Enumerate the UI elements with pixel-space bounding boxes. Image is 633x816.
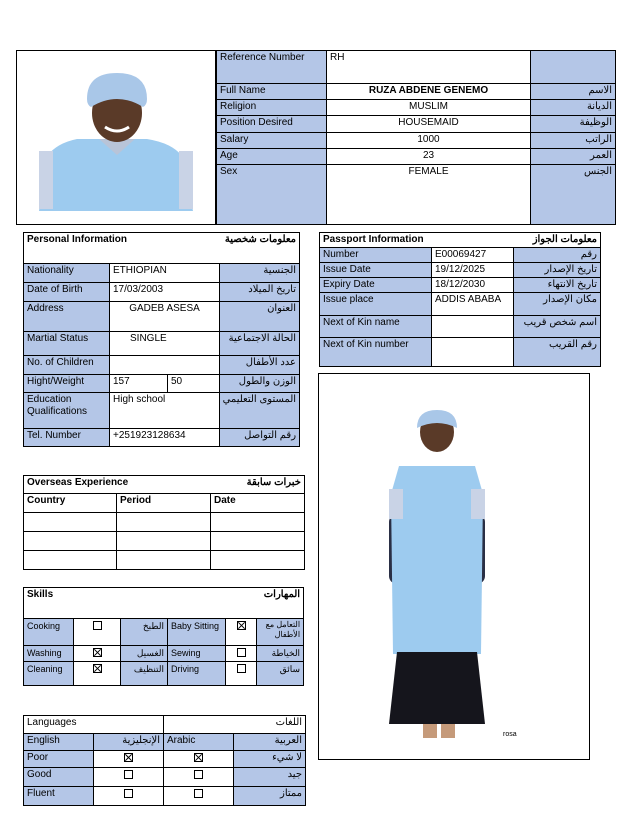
issue-date-label: Issue Date	[320, 263, 432, 278]
languages-title: Languages	[24, 716, 164, 734]
age-label: Age	[217, 149, 327, 165]
religion-label: Religion	[217, 100, 327, 116]
checkbox-icon	[124, 753, 133, 762]
skill-cooking-label: Cooking	[24, 619, 74, 646]
overseas-col-period: Period	[117, 494, 211, 513]
salary-label: Salary	[217, 133, 327, 149]
expiry-date-label: Expiry Date	[320, 278, 432, 293]
personal-info-title-ar: معلومات شخصية	[224, 234, 297, 245]
skill-sewing-ar: الخياطة	[257, 646, 304, 662]
skills-header	[24, 588, 304, 619]
kin-number-ar: رقم القريب	[514, 338, 601, 367]
english-fluent-check[interactable]	[94, 787, 164, 806]
checkbox-icon	[93, 664, 102, 673]
tel-value: +251923128634	[110, 429, 220, 447]
reference-label: Reference Number	[217, 51, 327, 84]
kin-name-value	[432, 316, 514, 338]
age-value: 23	[327, 149, 531, 165]
level-good-ar: جيد	[234, 768, 306, 787]
lang-english-ar: الإنجليزية	[94, 734, 164, 751]
marital-label: Martial Status	[24, 332, 110, 356]
nationality-label: Nationality	[24, 264, 110, 283]
position-label: Position Desired	[217, 116, 327, 133]
issue-date-value: 19/12/2025	[432, 263, 514, 278]
full-body-photo-frame	[318, 373, 590, 760]
arabic-poor-check[interactable]	[164, 751, 234, 768]
issue-place-label: Issue place	[320, 293, 432, 316]
checkbox-icon	[194, 770, 203, 779]
photo-caption: rosa	[503, 731, 517, 738]
skill-washing-check[interactable]	[74, 646, 121, 662]
reference-ar	[531, 51, 616, 84]
education-value: High school	[110, 393, 220, 429]
full-name-ar: الاسم	[531, 84, 616, 100]
arabic-fluent-check[interactable]	[164, 787, 234, 806]
english-poor-check[interactable]	[94, 751, 164, 768]
table-row	[24, 532, 305, 551]
dob-value: 17/03/2003	[110, 283, 220, 302]
weight-value: 50	[168, 375, 220, 393]
skill-driving-label: Driving	[168, 662, 226, 686]
dob-label: Date of Birth	[24, 283, 110, 302]
tel-label: Tel. Number	[24, 429, 110, 447]
issue-place-value: ADDIS ABABA	[432, 293, 514, 316]
skill-driving-check[interactable]	[226, 662, 257, 686]
expiry-date-value: 18/12/2030	[432, 278, 514, 293]
expiry-date-ar: تاريخ الانتهاء	[514, 278, 601, 293]
checkbox-icon	[93, 648, 102, 657]
languages-title-ar: اللغات	[164, 716, 306, 734]
level-fluent-ar: ممتاز	[234, 787, 306, 806]
sex-label: Sex	[217, 165, 327, 225]
overseas-experience-table	[23, 475, 305, 570]
passport-info-title: Passport Information	[323, 234, 424, 245]
kin-name-ar: اسم شخص قريب	[514, 316, 601, 338]
height-weight-ar: الوزن والطول	[220, 375, 300, 393]
address-value: GADEB ASESA	[110, 302, 220, 332]
lang-english-label: English	[24, 734, 94, 751]
skill-cooking-check[interactable]	[74, 619, 121, 646]
children-ar: عدد الأطفال	[220, 356, 300, 375]
personal-info-title: Personal Information	[27, 234, 128, 245]
skills-title: Skills	[27, 589, 54, 600]
personal-info-table	[23, 232, 300, 447]
children-value	[110, 356, 220, 375]
nationality-ar: الجنسية	[220, 264, 300, 283]
marital-value: SINGLE	[110, 332, 220, 356]
passport-number-ar: رقم	[514, 248, 601, 263]
table-row	[24, 551, 305, 570]
personal-info-header	[24, 233, 300, 264]
dob-ar: تاريخ الميلاد	[220, 283, 300, 302]
salary-ar: الراتب	[531, 133, 616, 149]
marital-ar: الحالة الاجتماعية	[220, 332, 300, 356]
skill-baby-check[interactable]	[226, 619, 257, 646]
lang-arabic-ar: العربية	[234, 734, 306, 751]
height-weight-label: Hight/Weight	[24, 375, 110, 393]
kin-name-label: Next of Kin name	[320, 316, 432, 338]
sex-ar: الجنس	[531, 165, 616, 225]
skill-driving-ar: سائق	[257, 662, 304, 686]
full-name-label: Full Name	[217, 84, 327, 100]
skill-sewing-check[interactable]	[226, 646, 257, 662]
issue-place-ar: مكان الإصدار	[514, 293, 601, 316]
skill-washing-label: Washing	[24, 646, 74, 662]
skill-baby-ar: التعامل مع الأطفال	[257, 619, 304, 646]
level-poor-ar: لا شيء	[234, 751, 306, 768]
skill-washing-ar: الغسيل	[121, 646, 168, 662]
skills-title-ar: المهارات	[263, 589, 301, 600]
issue-date-ar: تاريخ الإصدار	[514, 263, 601, 278]
table-row	[24, 513, 305, 532]
portrait-photo	[17, 51, 215, 224]
position-ar: الوظيفة	[531, 116, 616, 133]
skill-cleaning-label: Cleaning	[24, 662, 74, 686]
education-label: Education Qualifications	[24, 393, 110, 429]
tel-ar: رقم التواصل	[220, 429, 300, 447]
kin-number-value	[432, 338, 514, 367]
religion-value: MUSLIM	[327, 100, 531, 116]
checkbox-icon	[237, 621, 246, 630]
full-name-value: RUZA ABDENE GENEMO	[327, 84, 531, 100]
checkbox-icon	[194, 753, 203, 762]
children-label: No. of Children	[24, 356, 110, 375]
skill-cleaning-check[interactable]	[74, 662, 121, 686]
height-value: 157	[110, 375, 168, 393]
languages-table	[23, 715, 306, 806]
checkbox-icon	[237, 648, 246, 657]
portrait-photo-frame	[16, 50, 216, 225]
overseas-col-country: Country	[24, 494, 117, 513]
checkbox-icon	[237, 664, 246, 673]
passport-number-label: Number	[320, 248, 432, 263]
position-value: HOUSEMAID	[327, 116, 531, 133]
checkbox-icon	[124, 770, 133, 779]
english-good-check[interactable]	[94, 768, 164, 787]
salary-value: 1000	[327, 133, 531, 149]
sex-value: FEMALE	[327, 165, 531, 225]
skill-baby-label: Baby Sitting	[168, 619, 226, 646]
passport-info-table	[319, 232, 601, 367]
overseas-col-date: Date	[211, 494, 305, 513]
level-poor-label: Poor	[24, 751, 94, 768]
nationality-value: ETHIOPIAN	[110, 264, 220, 283]
overseas-header	[24, 476, 305, 494]
address-label: Address	[24, 302, 110, 332]
address-ar: العنوان	[220, 302, 300, 332]
checkbox-icon	[124, 789, 133, 798]
checkbox-icon	[93, 621, 102, 630]
kin-number-label: Next of Kin number	[320, 338, 432, 367]
passport-number-value: E00069427	[432, 248, 514, 263]
education-ar: المستوى التعليمي	[220, 393, 300, 429]
arabic-good-check[interactable]	[164, 768, 234, 787]
overseas-title-ar: خبرات سابقة	[246, 477, 301, 488]
lang-arabic-label: Arabic	[164, 734, 234, 751]
header-table	[216, 50, 616, 225]
passport-info-title-ar: معلومات الجواز	[532, 234, 597, 245]
checkbox-icon	[194, 789, 203, 798]
level-fluent-label: Fluent	[24, 787, 94, 806]
skills-table	[23, 587, 304, 686]
passport-info-header	[320, 233, 601, 248]
skill-cooking-ar: الطبخ	[121, 619, 168, 646]
overseas-title: Overseas Experience	[27, 477, 129, 488]
skill-cleaning-ar: التنظيف	[121, 662, 168, 686]
skill-sewing-label: Sewing	[168, 646, 226, 662]
full-body-photo	[319, 374, 589, 759]
reference-value: RH	[327, 51, 531, 84]
age-ar: العمر	[531, 149, 616, 165]
religion-ar: الديانة	[531, 100, 616, 116]
level-good-label: Good	[24, 768, 94, 787]
